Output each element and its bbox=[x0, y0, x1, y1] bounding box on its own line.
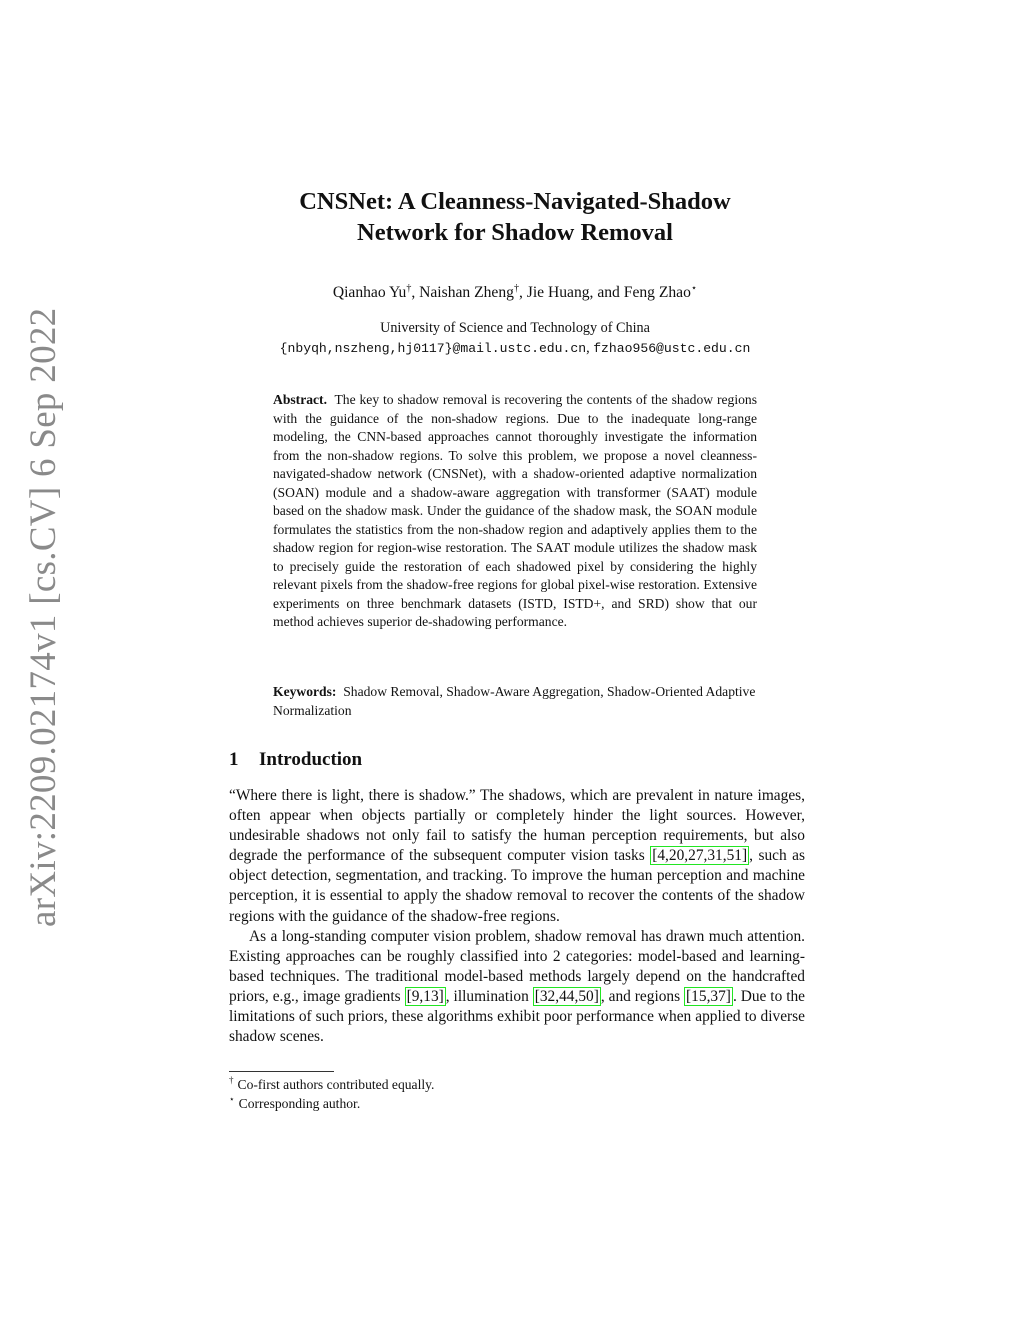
corresponding-mark: ⋆ bbox=[690, 282, 698, 294]
section-heading bbox=[229, 748, 809, 772]
author-separator: , bbox=[411, 284, 420, 301]
text-run: As a long-standing computer vision problem, shadow removal has drawn much attention. Existing approaches can be roughly classified into 2 categories: model-based and learning-based techniques. The traditional model-based methods largely depend on the handcrafted priors, e.g., image gradients bbox=[229, 927, 805, 1005]
email-group[interactable]: {nbyqh,nszheng,hj0117}@mail.ustc.edu.cn bbox=[279, 341, 587, 356]
footnote-mark: ⋆ bbox=[229, 1093, 235, 1104]
footnote-2 bbox=[229, 1095, 805, 1114]
abstract bbox=[273, 391, 757, 632]
text-run: , and regions bbox=[600, 987, 685, 1005]
citation-link[interactable]: [15,37] bbox=[686, 987, 731, 1005]
footnote-divider bbox=[229, 1071, 334, 1072]
author-list bbox=[230, 282, 800, 304]
footnote-1 bbox=[229, 1076, 805, 1095]
email-separator: , bbox=[586, 340, 594, 356]
section-title: Introduction bbox=[259, 749, 363, 770]
footnote-mark: † bbox=[229, 1075, 234, 1086]
footnote-text: Co-first authors contributed equally. bbox=[237, 1077, 435, 1092]
author-1: Qianhao Yu bbox=[332, 284, 407, 301]
author-2: Naishan Zheng bbox=[419, 284, 514, 301]
paragraph-2 bbox=[229, 927, 805, 1048]
affiliation bbox=[230, 318, 800, 359]
citation-link[interactable]: [32,44,50] bbox=[534, 987, 599, 1005]
keywords-label: Keywords: bbox=[273, 684, 337, 699]
introduction-body bbox=[229, 786, 805, 1047]
keywords bbox=[273, 683, 803, 720]
title-line-1: CNSNet: A Cleanness-Navigated-Shadow bbox=[299, 188, 731, 215]
email-line bbox=[230, 338, 800, 359]
arxiv-identifier-stamp: arXiv:2209.02174v1 [cs.CV] 6 Sep 2022 bbox=[23, 307, 64, 927]
institution: University of Science and Technology of China bbox=[380, 320, 650, 336]
text-run: “Where there is light, there is shadow.” The shadows, which are prevalent in nature images, often appear when objects partially or completely hinder the light sources. However, undesirable shadows not only fail to satisfy the human perception requirements, but also degrade the performance of the subsequent computer vision tasks bbox=[229, 787, 805, 865]
section-number: 1 bbox=[229, 749, 239, 770]
email-corresponding[interactable]: fzhao956@ustc.edu.cn bbox=[593, 341, 751, 356]
co-first-mark: † bbox=[406, 282, 412, 294]
abstract-text: The key to shadow removal is recovering the contents of the shadow regions with the guidance of the non-shadow regions. Due to the inadequate long-range modeling, the CNN-based approaches cannot thoroughly investigate the information from the non-shadow regions. To solve this problem, we propose a novel cleanness-navigated-shadow network (CNSNet), with a shadow-oriented adaptive normalization (SOAN) module and a shadow-aware aggregation with transformer (SAAT) module based on the shadow mask. Under the guidance of the shadow mask, the SOAN module formulates the statistics from the non-shadow region and adaptively applies them to the shadow region for region-wise restoration. The SAAT module utilizes the shadow mask to precisely guide the restoration of each shadowed pixel by considering the highly relevant pixels from the shadow-free regions for global pixel-wise restoration. Extensive experiments on three benchmark datasets (ISTD, ISTD+, and SRD) show that our method achieves superior de-shadowing performance. bbox=[273, 392, 757, 629]
title-line-2: Network for Shadow Removal bbox=[357, 219, 673, 246]
abstract-label: Abstract. bbox=[273, 392, 327, 407]
author-separator: , Jie Huang, and bbox=[518, 284, 624, 301]
footnotes bbox=[229, 1076, 805, 1113]
citation-link[interactable]: [4,20,27,31,51] bbox=[652, 847, 748, 865]
keywords-text: Shadow Removal, Shadow-Aware Aggregation, Shadow-Oriented Adaptive Normalization bbox=[273, 684, 756, 718]
text-run: . Due to the limitations of such priors, these algorithms exhibit poor performance when applied to diverse shadow scenes. bbox=[229, 987, 806, 1046]
paper-title bbox=[230, 186, 800, 248]
citation-link[interactable]: [9,13] bbox=[406, 987, 444, 1005]
paragraph-1 bbox=[229, 786, 805, 927]
co-first-mark: † bbox=[513, 282, 519, 294]
text-run: , illumination bbox=[445, 987, 533, 1005]
footnote-text: Corresponding author. bbox=[238, 1095, 361, 1111]
text-run: , such as object detection, segmentation, and tracking. To improve the human perception and machine perception, it is essential to apply the shadow removal to recover the contents of the shadow regions with the guidance of the shadow-free regions. bbox=[229, 847, 805, 925]
author-4: Feng Zhao bbox=[623, 284, 691, 301]
